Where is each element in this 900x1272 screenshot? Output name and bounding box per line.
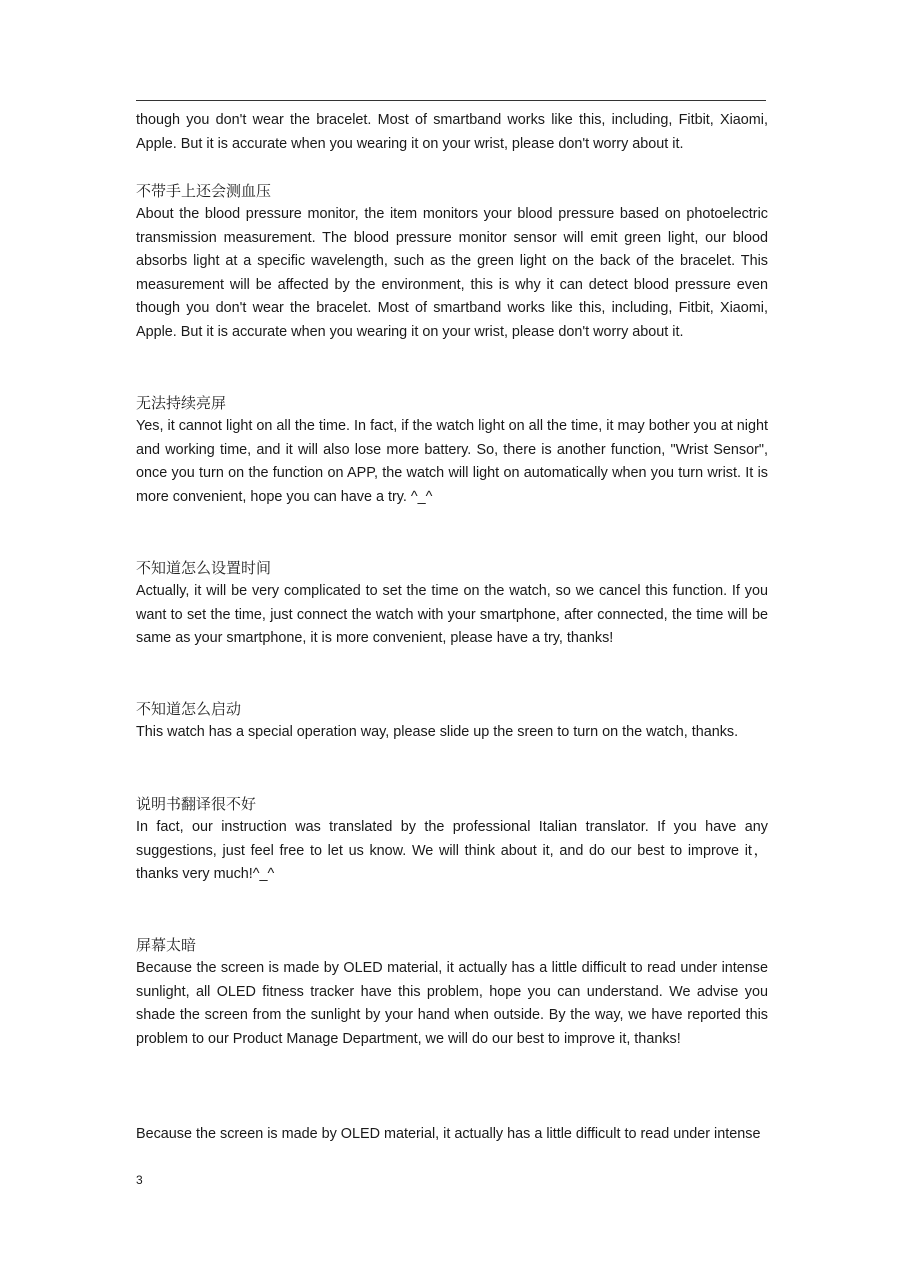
section-heading-translation: 说明书翻译很不好: [136, 795, 257, 813]
section-heading-screen-dim: 屏幕太暗: [136, 936, 197, 954]
section-body-set-time: Actually, it will be very complicated to set the time on the watch, so we cancel this function. If you want to set the time, just connect the watch with your smartphone, after connected, the time will be same as your smartphone, it is more convenient, please have a try, thanks!: [136, 583, 768, 647]
carryover-paragraph: though you don't wear the bracelet. Most of smartband works like this, including, Fitbit, Xiaomi, Apple. But it is accurate when you wearing it on your wrist, please don't worry about it.: [136, 112, 768, 152]
trailing-line: Because the screen is made by OLED material, it actually has a little difficult to read under intense: [136, 1126, 761, 1142]
section-heading-start-up: 不知道怎么启动: [136, 700, 242, 718]
section-body-translation: In fact, our instruction was translated by the professional Italian translator. If you have any suggestions, just feel free to let us know. We will think about it, and do our best to improve it，thanks very much!^_^: [136, 819, 768, 883]
section-body-blood-pressure: About the blood pressure monitor, the item monitors your blood pressure based on photoelectric transmission measurement. The blood pressure monitor sensor will emit green light, our blood absorbs light at a specific wavelength, such as the green light on the back of the bracelet. This measurement will be affected by the environment, this is why it can detect blood pressure even though you don't wear the bracelet. Most of smartband works like this, including, Fitbit, Xiaomi, Apple. But it is accurate when you wearing it on your wrist, please don't worry about it.: [136, 206, 768, 340]
section-heading-screen-always-on: 无法持续亮屏: [136, 394, 227, 412]
section-heading-blood-pressure: 不带手上还会测血压: [136, 182, 272, 200]
page-number: 3: [136, 1173, 143, 1187]
section-body-screen-always-on: Yes, it cannot light on all the time. In fact, if the watch light on all the time, it may bother you at night and working time, and it will also lose more battery. So, there is another function, "Wrist Sensor", once you turn on the function on APP, the watch will light on automatically when you turn wrist. It is more convenient, hope you can have a try. ^_^: [136, 418, 768, 505]
section-body-screen-dim: Because the screen is made by OLED material, it actually has a little difficult to read under intense sunlight, all OLED fitness tracker have this problem, hope you can understand. We advise you shade the screen from the sunlight by your hand when outside. By the way, we have reported this problem to our Product Manage Department, we will do our best to improve it, thanks!: [136, 960, 768, 1047]
section-heading-set-time: 不知道怎么设置时间: [136, 559, 272, 577]
section-body-start-up: This watch has a special operation way, please slide up the sreen to turn on the watch, thanks.: [136, 724, 739, 740]
header-rule: [136, 100, 766, 101]
